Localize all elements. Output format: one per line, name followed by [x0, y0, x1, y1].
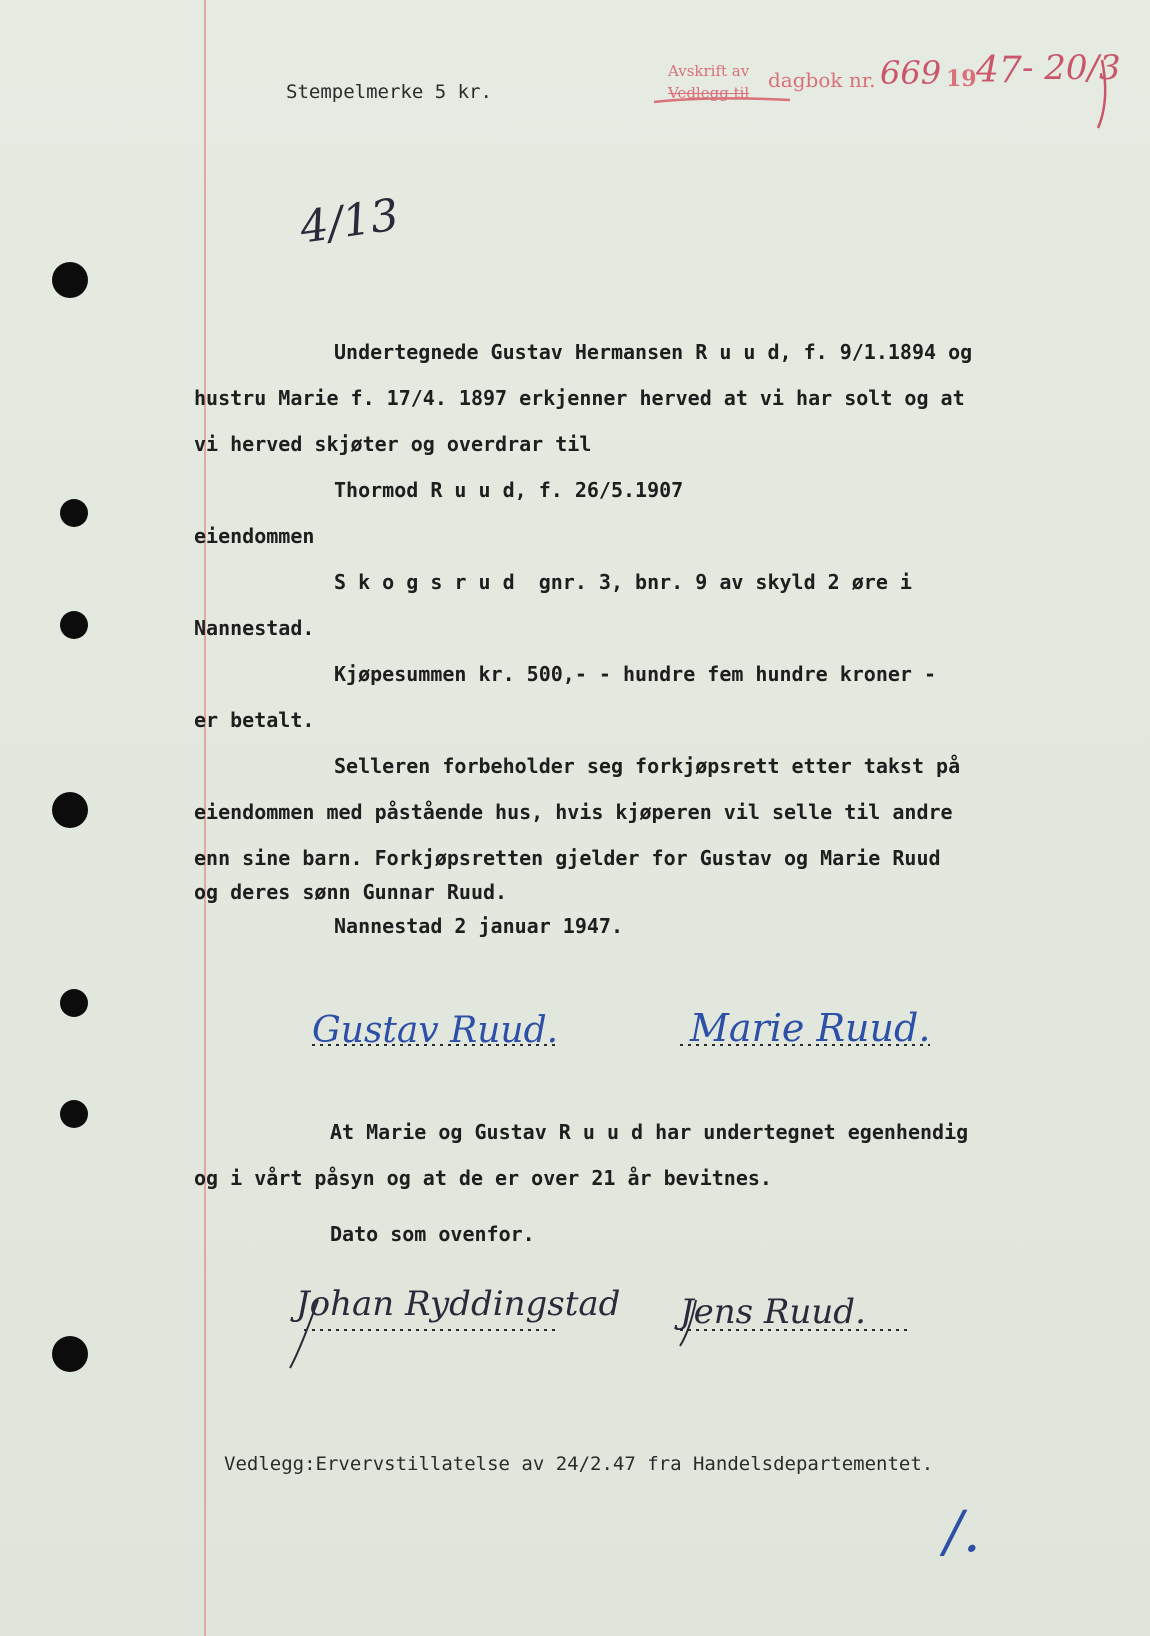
body-line: vi herved skjøter og overdrar til: [194, 432, 592, 456]
attestation-line: og i vårt påsyn og at de er over 21 år bevitnes.: [194, 1166, 772, 1190]
stamp-underline: [654, 98, 790, 102]
body-line: Kjøpesummen kr. 500,- - hundre fem hundre kroner -: [334, 662, 937, 686]
copy-label-bottom: Vedlegg til: [668, 84, 750, 102]
date-note: - 20/3: [1022, 48, 1121, 88]
body-line: Undertegnede Gustav Hermansen R u u d, f. 9/1.1894 og: [334, 340, 973, 364]
register-number: 669: [880, 54, 942, 92]
register-label: dagbok nr.: [768, 68, 876, 92]
signature-witness-1: Johan Ryddingstad: [296, 1284, 621, 1324]
margin-note: 4/13: [296, 189, 402, 254]
attachment-note: Vedlegg:Ervervstillatelse av 24/2.47 fra Handelsdepartementet.: [224, 1453, 934, 1475]
body-line: Selleren forbeholder seg forkjøpsrett etter takst på: [334, 754, 961, 778]
witness-1-flourish: [290, 1300, 318, 1368]
signature-seller-2: Marie Ruud.: [690, 1006, 931, 1050]
attestation-line: Dato som ovenfor.: [330, 1222, 535, 1246]
body-line: Thormod R u u d, f. 26/5.1907: [334, 478, 684, 502]
copy-label-top: Avskrift av: [668, 62, 750, 80]
signature-witness-2: Jens Ruud.: [680, 1292, 866, 1332]
body-line: hustru Marie f. 17/4. 1897 erkjenner herved at vi har solt og at: [194, 386, 965, 410]
body-line: Nannestad 2 januar 1947.: [334, 914, 623, 938]
body-line: S k o g s r u d gnr. 3, bnr. 9 av skyld 2 øre i: [334, 570, 912, 594]
date-note-stroke: [1098, 60, 1105, 128]
signature-seller-1: Gustav Ruud.: [312, 1010, 559, 1051]
body-line: Nannestad.: [194, 616, 315, 640]
footer-mark: /.: [944, 1500, 981, 1565]
witness-2-flourish: [680, 1300, 696, 1346]
body-line: og deres sønn Gunnar Ruud.: [194, 880, 508, 904]
year-suffix: 47: [976, 50, 1022, 91]
attestation-line: At Marie og Gustav R u u d har undertegnet egenhendig: [330, 1120, 969, 1144]
body-line: er betalt.: [194, 708, 315, 732]
year-prefix: 19: [946, 66, 977, 92]
body-line: eiendommen: [194, 524, 315, 548]
body-line: enn sine barn. Forkjøpsretten gjelder for Gustav og Marie Ruud: [194, 846, 941, 870]
stamp-duty-text: Stempelmerke 5 kr.: [286, 81, 492, 103]
body-line: eiendommen med påstående hus, hvis kjøperen vil selle til andre: [194, 800, 953, 824]
